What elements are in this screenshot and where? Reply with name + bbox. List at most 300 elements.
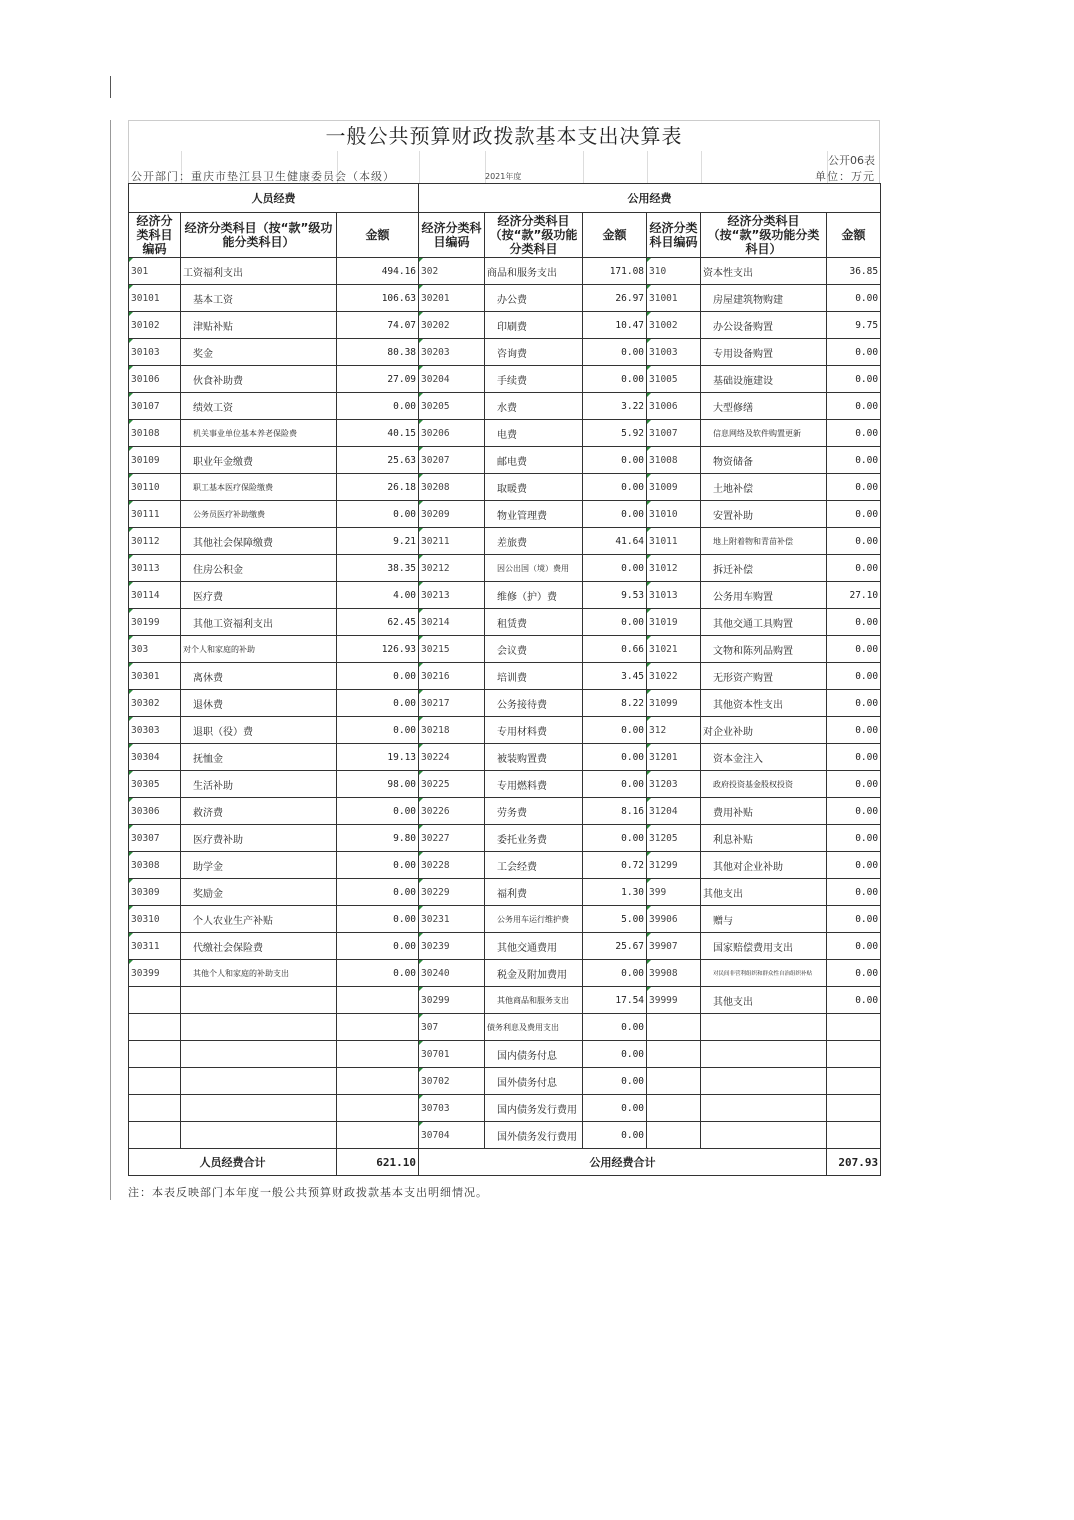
amount-cell: 0.00 — [583, 501, 647, 528]
code-cell: 30217 — [419, 690, 485, 717]
amount-cell — [337, 987, 419, 1014]
name-cell: 职工基本医疗保险缴费 — [181, 474, 337, 501]
code-cell: 31205 — [647, 825, 701, 852]
amount-cell — [337, 1014, 419, 1041]
code-cell — [647, 1068, 701, 1095]
code-cell: 30307 — [129, 825, 181, 852]
amount-cell: 0.00 — [827, 717, 881, 744]
name-cell: 公务用车运行维护费 — [485, 906, 583, 933]
code-cell: 30226 — [419, 798, 485, 825]
code-cell — [129, 1095, 181, 1122]
code-cell: 30304 — [129, 744, 181, 771]
code-cell: 312 — [647, 717, 701, 744]
name-cell: 奖励金 — [181, 879, 337, 906]
code-cell: 30199 — [129, 609, 181, 636]
amount-cell: 0.00 — [827, 744, 881, 771]
name-cell — [181, 1068, 337, 1095]
code-cell: 30302 — [129, 690, 181, 717]
name-cell: 津贴补贴 — [181, 312, 337, 339]
amount-cell: 9.21 — [337, 528, 419, 555]
name-cell: 奖金 — [181, 339, 337, 366]
amount-cell — [337, 1095, 419, 1122]
code-cell: 31009 — [647, 474, 701, 501]
name-cell — [181, 1014, 337, 1041]
header-amount-2: 金额 — [583, 213, 647, 258]
amount-cell: 0.00 — [827, 690, 881, 717]
name-cell: 退休费 — [181, 690, 337, 717]
amount-cell: 126.93 — [337, 636, 419, 663]
name-cell: 绩效工资 — [181, 393, 337, 420]
name-cell: 福利费 — [485, 879, 583, 906]
name-cell: 商品和服务支出 — [485, 258, 583, 285]
amount-cell: 106.63 — [337, 285, 419, 312]
amount-cell: 74.07 — [337, 312, 419, 339]
code-cell: 30227 — [419, 825, 485, 852]
amount-cell: 0.00 — [583, 474, 647, 501]
name-cell: 办公费 — [485, 285, 583, 312]
name-cell: 信息网络及软件购置更新 — [701, 420, 827, 447]
name-cell: 基本工资 — [181, 285, 337, 312]
code-cell: 31007 — [647, 420, 701, 447]
amount-cell: 80.38 — [337, 339, 419, 366]
table-row — [129, 825, 881, 852]
name-cell: 咨询费 — [485, 339, 583, 366]
code-cell: 30308 — [129, 852, 181, 879]
code-cell: 30228 — [419, 852, 485, 879]
amount-cell: 0.00 — [337, 852, 419, 879]
table-row — [129, 744, 881, 771]
name-cell: 土地补偿 — [701, 474, 827, 501]
header-name-3: 经济分类科目（按“款”级功能分类科目） — [701, 213, 827, 258]
code-cell: 30214 — [419, 609, 485, 636]
name-cell: 差旅费 — [485, 528, 583, 555]
name-cell: 政府投资基金股权投资 — [701, 771, 827, 798]
name-cell: 基础设施建设 — [701, 366, 827, 393]
name-cell: 物业管理费 — [485, 501, 583, 528]
header-code-2: 经济分类科目编码 — [419, 213, 485, 258]
table-row — [129, 798, 881, 825]
amount-cell — [337, 1041, 419, 1068]
amount-cell: 0.00 — [827, 852, 881, 879]
code-cell: 30301 — [129, 663, 181, 690]
code-cell: 303 — [129, 636, 181, 663]
table-row — [129, 906, 881, 933]
amount-cell: 0.00 — [827, 636, 881, 663]
amount-cell: 4.00 — [337, 582, 419, 609]
amount-cell: 0.00 — [337, 933, 419, 960]
report-title: 一般公共预算财政拨款基本支出决算表 — [128, 120, 880, 151]
amount-cell: 0.00 — [337, 393, 419, 420]
code-cell: 31005 — [647, 366, 701, 393]
amount-cell: 40.15 — [337, 420, 419, 447]
header-amount-1: 金额 — [337, 213, 419, 258]
amount-cell: 0.00 — [827, 366, 881, 393]
amount-cell: 0.00 — [827, 906, 881, 933]
amount-cell: 0.00 — [827, 798, 881, 825]
section-personnel: 人员经费 — [129, 184, 419, 213]
code-cell: 30299 — [419, 987, 485, 1014]
name-cell: 助学金 — [181, 852, 337, 879]
amount-cell: 36.85 — [827, 258, 881, 285]
amount-cell: 0.00 — [583, 1014, 647, 1041]
public-total-value: 207.93 — [827, 1149, 881, 1176]
table-row — [129, 366, 881, 393]
code-cell: 31019 — [647, 609, 701, 636]
header-code-3: 经济分类科目编码 — [647, 213, 701, 258]
code-cell: 30103 — [129, 339, 181, 366]
header-amount-3: 金额 — [827, 213, 881, 258]
amount-cell: 0.00 — [583, 744, 647, 771]
code-cell: 30225 — [419, 771, 485, 798]
amount-cell: 27.10 — [827, 582, 881, 609]
amount-cell: 0.00 — [337, 960, 419, 987]
table-row — [129, 717, 881, 744]
header-code-1: 经济分类科目编码 — [129, 213, 181, 258]
table-row — [129, 501, 881, 528]
table-row — [129, 1122, 881, 1149]
amount-cell: 494.16 — [337, 258, 419, 285]
header-name-2: 经济分类科目（按“款”级功能分类科目 — [485, 213, 583, 258]
code-cell: 30113 — [129, 555, 181, 582]
table-body — [129, 258, 881, 1149]
code-cell: 31204 — [647, 798, 701, 825]
name-cell: 债务利息及费用支出 — [485, 1014, 583, 1041]
table-row — [129, 771, 881, 798]
name-cell: 安置补助 — [701, 501, 827, 528]
name-cell: 国外债务付息 — [485, 1068, 583, 1095]
name-cell: 其他支出 — [701, 879, 827, 906]
code-cell — [129, 1041, 181, 1068]
code-cell: 30114 — [129, 582, 181, 609]
amount-cell: 0.00 — [583, 609, 647, 636]
name-cell — [181, 1095, 337, 1122]
name-cell: 取暖费 — [485, 474, 583, 501]
code-cell: 30207 — [419, 447, 485, 474]
name-cell: 手续费 — [485, 366, 583, 393]
name-cell: 其他资本性支出 — [701, 690, 827, 717]
amount-cell: 19.13 — [337, 744, 419, 771]
name-cell: 抚恤金 — [181, 744, 337, 771]
amount-cell: 0.00 — [583, 339, 647, 366]
name-cell: 专用材料费 — [485, 717, 583, 744]
code-cell: 30106 — [129, 366, 181, 393]
code-cell: 39907 — [647, 933, 701, 960]
code-cell — [129, 1068, 181, 1095]
table-row — [129, 690, 881, 717]
amount-cell: 0.00 — [827, 825, 881, 852]
name-cell: 其他交通费用 — [485, 933, 583, 960]
code-cell: 30310 — [129, 906, 181, 933]
code-cell: 30204 — [419, 366, 485, 393]
name-cell: 文物和陈列品购置 — [701, 636, 827, 663]
name-cell: 救济费 — [181, 798, 337, 825]
amount-cell: 0.00 — [583, 825, 647, 852]
amount-cell — [337, 1122, 419, 1149]
report-sheet — [128, 120, 880, 1176]
grid-line — [647, 151, 648, 183]
amount-cell: 0.00 — [827, 420, 881, 447]
code-cell: 30206 — [419, 420, 485, 447]
amount-cell: 10.47 — [583, 312, 647, 339]
amount-cell: 0.00 — [827, 933, 881, 960]
table-row — [129, 609, 881, 636]
code-cell: 30218 — [419, 717, 485, 744]
amount-cell: 0.00 — [827, 879, 881, 906]
amount-cell: 0.00 — [583, 717, 647, 744]
code-cell: 30701 — [419, 1041, 485, 1068]
amount-cell: 25.63 — [337, 447, 419, 474]
amount-cell — [827, 1095, 881, 1122]
amount-cell: 171.08 — [583, 258, 647, 285]
name-cell: 资本性支出 — [701, 258, 827, 285]
amount-cell: 0.00 — [583, 1122, 647, 1149]
code-cell: 30303 — [129, 717, 181, 744]
name-cell: 办公设备购置 — [701, 312, 827, 339]
name-cell: 工会经费 — [485, 852, 583, 879]
name-cell: 其他个人和家庭的补助支出 — [181, 960, 337, 987]
name-cell: 其他对企业补助 — [701, 852, 827, 879]
name-cell: 机关事业单位基本养老保险费 — [181, 420, 337, 447]
table-row — [129, 528, 881, 555]
code-cell: 307 — [419, 1014, 485, 1041]
grid-line — [419, 151, 420, 183]
table-row — [129, 1041, 881, 1068]
code-cell: 30213 — [419, 582, 485, 609]
name-cell: 公务接待费 — [485, 690, 583, 717]
code-cell: 30309 — [129, 879, 181, 906]
amount-cell: 25.67 — [583, 933, 647, 960]
amount-cell: 1.30 — [583, 879, 647, 906]
code-cell: 30112 — [129, 528, 181, 555]
footnote: 注：本表反映部门本年度一般公共预算财政拨款基本支出明细情况。 — [128, 1186, 488, 1199]
amount-cell: 0.00 — [827, 960, 881, 987]
amount-cell: 0.00 — [827, 339, 881, 366]
amount-cell — [827, 1014, 881, 1041]
name-cell: 培训费 — [485, 663, 583, 690]
name-cell — [181, 1041, 337, 1068]
code-cell: 30211 — [419, 528, 485, 555]
grid-line — [583, 151, 584, 183]
code-cell: 31003 — [647, 339, 701, 366]
name-cell: 其他工资福利支出 — [181, 609, 337, 636]
amount-cell: 0.00 — [827, 501, 881, 528]
amount-cell: 0.00 — [827, 447, 881, 474]
code-cell: 30205 — [419, 393, 485, 420]
section-public: 公用经费 — [419, 184, 881, 213]
code-cell: 31299 — [647, 852, 701, 879]
name-cell: 被装购置费 — [485, 744, 583, 771]
code-cell: 39906 — [647, 906, 701, 933]
amount-cell: 8.16 — [583, 798, 647, 825]
name-cell: 退职（役）费 — [181, 717, 337, 744]
margin-mark — [110, 76, 111, 98]
report-meta — [128, 151, 880, 183]
name-cell: 赠与 — [701, 906, 827, 933]
amount-cell: 3.22 — [583, 393, 647, 420]
amount-cell: 41.64 — [583, 528, 647, 555]
name-cell: 大型修缮 — [701, 393, 827, 420]
name-cell — [181, 1122, 337, 1149]
name-cell — [701, 1014, 827, 1041]
name-cell — [701, 1041, 827, 1068]
public-total-label: 公用经费合计 — [419, 1149, 827, 1176]
code-cell: 30107 — [129, 393, 181, 420]
amount-cell: 0.00 — [337, 798, 419, 825]
amount-cell: 0.00 — [337, 501, 419, 528]
amount-cell: 62.45 — [337, 609, 419, 636]
amount-cell: 17.54 — [583, 987, 647, 1014]
name-cell: 地上附着物和青苗补偿 — [701, 528, 827, 555]
name-cell: 其他商品和服务支出 — [485, 987, 583, 1014]
amount-cell: 0.00 — [583, 366, 647, 393]
name-cell: 住房公积金 — [181, 555, 337, 582]
code-cell: 31012 — [647, 555, 701, 582]
amount-cell: 0.00 — [583, 1068, 647, 1095]
name-cell: 国内债务发行费用 — [485, 1095, 583, 1122]
name-cell: 物资储备 — [701, 447, 827, 474]
amount-cell: 0.00 — [583, 1095, 647, 1122]
name-cell: 其他社会保障缴费 — [181, 528, 337, 555]
name-cell: 因公出国（境）费用 — [485, 555, 583, 582]
amount-cell: 9.53 — [583, 582, 647, 609]
name-cell: 维修（护）费 — [485, 582, 583, 609]
amount-cell: 0.00 — [827, 663, 881, 690]
table-row — [129, 663, 881, 690]
code-cell: 39908 — [647, 960, 701, 987]
amount-cell: 27.09 — [337, 366, 419, 393]
table-row — [129, 447, 881, 474]
code-cell: 31001 — [647, 285, 701, 312]
code-cell: 31008 — [647, 447, 701, 474]
name-cell: 对企业补助 — [701, 717, 827, 744]
personnel-total-label: 人员经费合计 — [129, 1149, 337, 1176]
name-cell: 其他交通工具购置 — [701, 609, 827, 636]
name-cell: 专用设备购置 — [701, 339, 827, 366]
code-cell: 30704 — [419, 1122, 485, 1149]
code-cell: 39999 — [647, 987, 701, 1014]
code-cell — [129, 987, 181, 1014]
amount-cell — [337, 1068, 419, 1095]
name-cell: 委托业务费 — [485, 825, 583, 852]
code-cell: 301 — [129, 258, 181, 285]
name-cell: 对民间非营利组织和群众性自治组织补贴 — [701, 960, 827, 987]
code-cell: 30202 — [419, 312, 485, 339]
amount-cell: 26.97 — [583, 285, 647, 312]
name-cell: 无形资产购置 — [701, 663, 827, 690]
table-row — [129, 1014, 881, 1041]
name-cell: 生活补助 — [181, 771, 337, 798]
amount-cell: 98.00 — [337, 771, 419, 798]
name-cell: 对个人和家庭的补助 — [181, 636, 337, 663]
header-name-1: 经济分类科目（按“款”级功能分类科目） — [181, 213, 337, 258]
code-cell: 30702 — [419, 1068, 485, 1095]
code-cell: 31201 — [647, 744, 701, 771]
amount-cell: 0.00 — [337, 690, 419, 717]
table-row — [129, 987, 881, 1014]
name-cell: 国外债务发行费用 — [485, 1122, 583, 1149]
amount-cell: 5.00 — [583, 906, 647, 933]
table-row — [129, 312, 881, 339]
amount-cell: 0.00 — [583, 960, 647, 987]
table-row — [129, 852, 881, 879]
name-cell — [701, 1068, 827, 1095]
code-cell: 30703 — [419, 1095, 485, 1122]
name-cell: 水费 — [485, 393, 583, 420]
code-cell: 31099 — [647, 690, 701, 717]
code-cell: 30101 — [129, 285, 181, 312]
name-cell: 其他支出 — [701, 987, 827, 1014]
code-cell: 30216 — [419, 663, 485, 690]
name-cell: 房屋建筑物购建 — [701, 285, 827, 312]
name-cell: 工资福利支出 — [181, 258, 337, 285]
code-cell: 30209 — [419, 501, 485, 528]
amount-cell: 0.00 — [583, 447, 647, 474]
amount-cell: 0.00 — [583, 771, 647, 798]
name-cell: 个人农业生产补贴 — [181, 906, 337, 933]
code-cell: 30311 — [129, 933, 181, 960]
name-cell: 税金及附加费用 — [485, 960, 583, 987]
amount-cell: 0.00 — [583, 1041, 647, 1068]
amount-cell: 0.00 — [827, 555, 881, 582]
amount-cell: 0.00 — [827, 987, 881, 1014]
amount-cell — [827, 1041, 881, 1068]
amount-cell: 9.80 — [337, 825, 419, 852]
amount-cell: 0.00 — [337, 906, 419, 933]
name-cell: 公务员医疗补助缴费 — [181, 501, 337, 528]
page-left-rule — [110, 120, 111, 1200]
code-cell — [647, 1095, 701, 1122]
name-cell: 公务用车购置 — [701, 582, 827, 609]
code-cell: 31203 — [647, 771, 701, 798]
amount-cell: 0.00 — [827, 393, 881, 420]
table-row — [129, 555, 881, 582]
grid-line — [701, 151, 702, 183]
amount-cell: 0.66 — [583, 636, 647, 663]
expenditure-table — [128, 183, 881, 1176]
table-code: 公开06表 — [828, 154, 875, 167]
code-cell: 30110 — [129, 474, 181, 501]
amount-cell: 0.00 — [827, 609, 881, 636]
code-cell: 302 — [419, 258, 485, 285]
name-cell: 会议费 — [485, 636, 583, 663]
code-cell: 30305 — [129, 771, 181, 798]
amount-cell: 9.75 — [827, 312, 881, 339]
name-cell: 印刷费 — [485, 312, 583, 339]
code-cell — [129, 1014, 181, 1041]
code-cell — [647, 1122, 701, 1149]
table-row — [129, 285, 881, 312]
name-cell — [701, 1122, 827, 1149]
name-cell: 代缴社会保险费 — [181, 933, 337, 960]
code-cell: 30239 — [419, 933, 485, 960]
amount-cell: 0.00 — [827, 771, 881, 798]
code-cell: 30215 — [419, 636, 485, 663]
name-cell: 医疗费 — [181, 582, 337, 609]
code-cell: 30208 — [419, 474, 485, 501]
table-row — [129, 582, 881, 609]
table-row — [129, 474, 881, 501]
code-cell: 30102 — [129, 312, 181, 339]
code-cell: 310 — [647, 258, 701, 285]
code-cell: 30109 — [129, 447, 181, 474]
name-cell: 国内债务付息 — [485, 1041, 583, 1068]
amount-cell: 3.45 — [583, 663, 647, 690]
code-cell: 31013 — [647, 582, 701, 609]
name-cell: 电费 — [485, 420, 583, 447]
table-row — [129, 258, 881, 285]
table-row — [129, 393, 881, 420]
name-cell: 职业年金缴费 — [181, 447, 337, 474]
